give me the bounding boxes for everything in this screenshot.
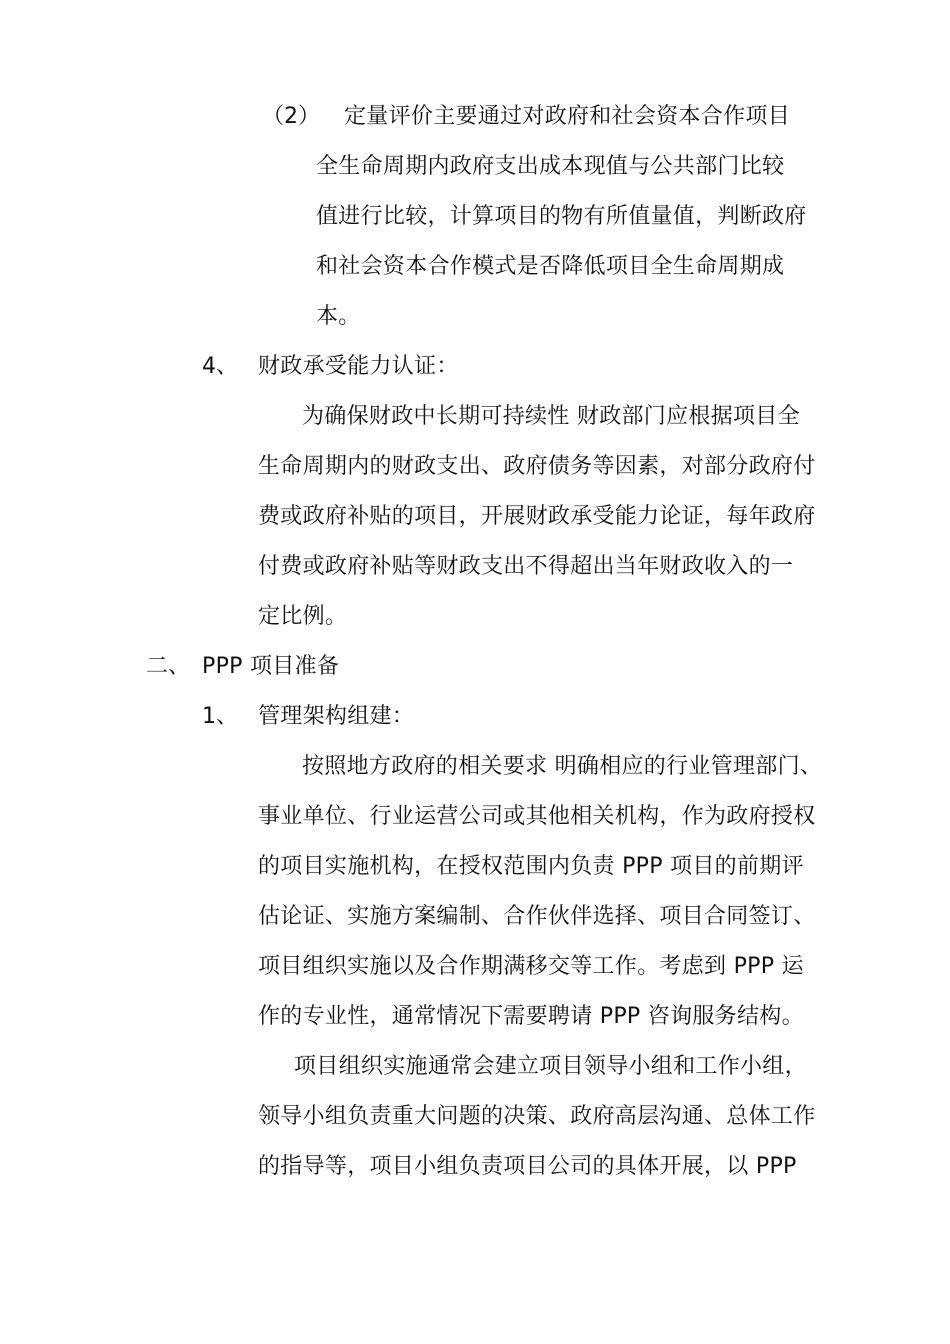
item-1-para-1-line-2: 事业单位、行业运营公司或其他相关机构，作为政府授权 [258, 804, 816, 829]
item-1-para-1-line-6: 作的专业性，通常情况下需要聘请 PPP 咨询服务结构。 [258, 1004, 804, 1029]
item-2-line-5: 本。 [316, 304, 361, 329]
item-1-para-2-line-1: 项目组织实施通常会建立项目领导小组和工作小组， [294, 1054, 807, 1079]
item-4-line-3: 费或政府补贴的项目，开展财政承受能力论证，每年政府 [258, 504, 816, 529]
item-4-marker: 4、 [202, 354, 238, 379]
item-1-marker: 1、 [202, 704, 238, 729]
item-1-para-1-line-3: 的项目实施机构，在授权范围内负责 PPP 项目的前期评 [258, 854, 804, 879]
item-4-line-1: 为确保财政中长期可持续性 财政部门应根据项目全 [302, 404, 800, 429]
item-1-para-2-line-3: 的指导等，项目小组负责项目公司的具体开展，以 PPP [258, 1154, 797, 1179]
item-1-para-1-line-1: 按照地方政府的相关要求 明确相应的行业管理部门、 [302, 754, 823, 779]
item-1-para-1-line-4: 估论证、实施方案编制、合作伙伴选择、项目合同签订、 [258, 904, 816, 929]
item-1-para-2-line-2: 领导小组负责重大问题的决策、政府高层沟通、总体工作 [258, 1104, 816, 1129]
item-2-line-1: 定量评价主要通过对政府和社会资本合作项目 [344, 104, 791, 129]
item-2-line-3: 值进行比较，计算项目的物有所值量值，判断政府 [316, 204, 807, 229]
item-4-line-4: 付费或政府补贴等财政支出不得超出当年财政收入的一 [258, 554, 794, 579]
item-2-line-2: 全生命周期内政府支出成本现值与公共部门比较 [316, 154, 785, 179]
item-4-line-2: 生命周期内的财政支出、政府债务等因素，对部分政府付 [258, 454, 816, 479]
section-2-heading: PPP 项目准备 [202, 654, 340, 679]
item-2-line-4: 和社会资本合作模式是否降低项目全生命周期成 [316, 254, 785, 279]
item-4-heading: 财政承受能力认证： [258, 354, 459, 379]
item-1-para-1-line-5: 项目组织实施以及合作期满移交等工作。考虑到 PPP 运 [258, 954, 804, 979]
item-1-heading: 管理架构组建： [258, 704, 415, 729]
item-2-marker: （2） [262, 104, 320, 129]
section-2-marker: 二、 [146, 654, 191, 679]
item-4-line-5: 定比例。 [258, 604, 348, 629]
